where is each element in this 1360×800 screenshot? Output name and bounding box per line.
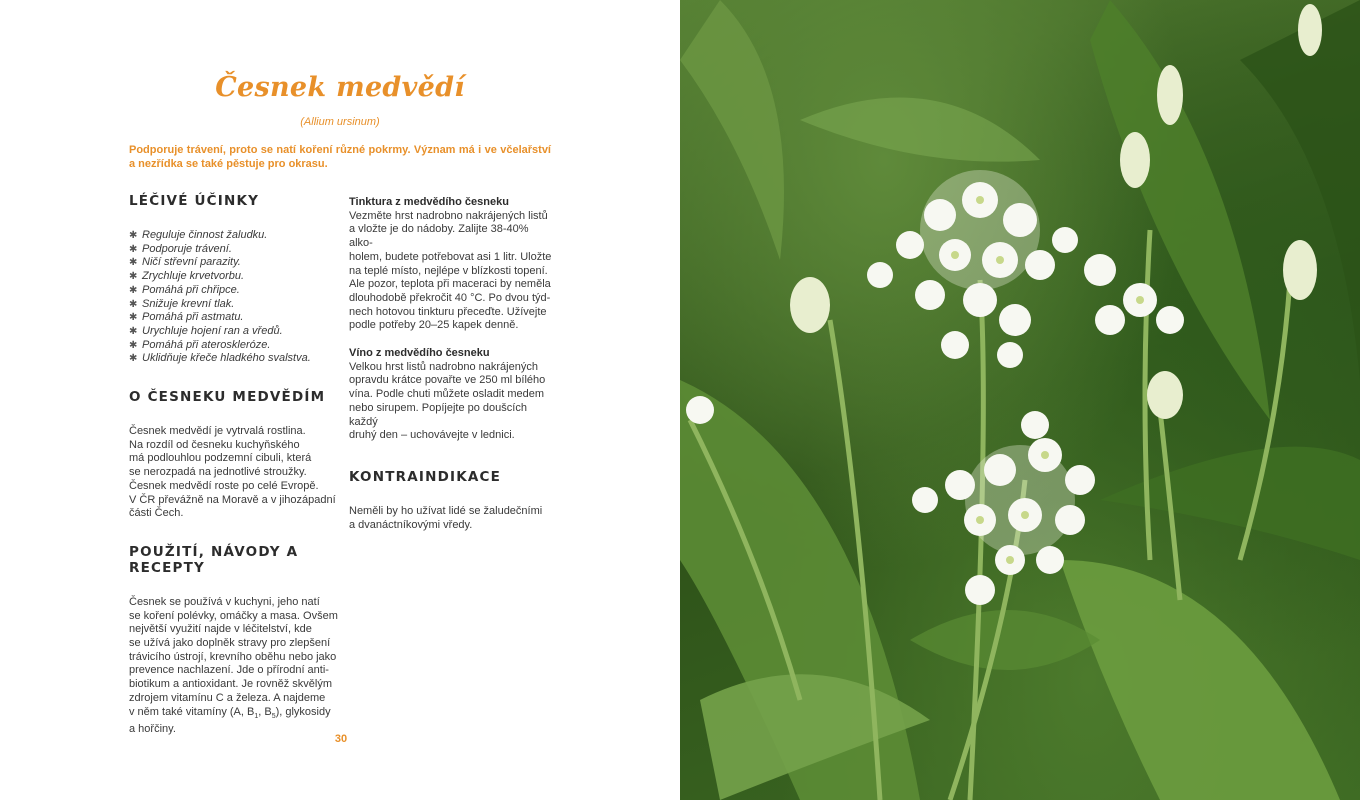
effects-item-text: Snižuje krevní tlak. [142,297,235,310]
effects-list-item [129,284,339,298]
right-column [349,196,554,532]
effects-list-item [129,270,339,284]
contraindications-heading: KONTRAINDIKACE [349,468,502,485]
bullet-asterisk-icon: ✱ [129,325,138,337]
effects-list-item [129,256,339,270]
bullet-asterisk-icon: ✱ [129,243,138,255]
usage-text-part: Česnek se používá v kuchyni, jeho natí se koření polévky, omáčky a masa. Ovšem největší využití najde v léčitelství, kde se užívá jako doplněk stravy pro zlepšení trávicího ústrojí, krevního oběhu nebo jako prevence nachlazení. Jde o přírodní anti- biotikum a antioxidant. Je rovněž skvělým zdrojem vitamínu C a železa. A najdeme v něm také vitamíny (A, B [129,595,338,718]
effects-list-item [129,229,339,243]
effects-list-item [129,339,339,353]
effects-list-item [129,325,339,339]
effects-list-item [129,352,339,366]
left-column [129,193,339,737]
effects-list [129,229,339,366]
bullet-asterisk-icon: ✱ [129,339,138,351]
latin-name: (Allium ursinum) [300,116,380,128]
bullet-asterisk-icon: ✱ [129,353,138,365]
effects-list-item [129,243,339,257]
effects-item-text: Ničí střevní parazity. [142,256,241,269]
photo-illustration [680,0,1360,800]
wine-heading: Víno z medvědího česneku [349,347,490,360]
effects-item-text: Reguluje činnost žaludku. [142,229,268,241]
bullet-asterisk-icon: ✱ [129,271,138,283]
effects-item-text: Zrychluje krvetvorbu. [142,270,245,283]
usage-text-part: , B [258,705,272,718]
effects-item-text: Pomáhá při ateroskleróze. [142,338,271,351]
effects-item-text: Uklidňuje křeče hladkého svalstva. [142,352,311,365]
tincture-heading: Tinktura z medvědího česneku [349,196,509,208]
about-heading: O ČESNEKU MEDVĚDÍM [129,389,326,406]
bullet-asterisk-icon: ✱ [129,257,138,269]
intro-paragraph: Podporuje trávení, proto se natí koření různé pokrmy. Význam má i ve včelařství a nezřídka se také pěstuje pro okrasu. [129,144,551,170]
page-title: Česnek medvědí [215,72,465,103]
bullet-asterisk-icon: ✱ [129,312,138,324]
bullet-asterisk-icon: ✱ [129,298,138,310]
bullet-asterisk-icon: ✱ [129,230,138,241]
usage-text [129,596,339,737]
contraindications-text: Neměli by ho užívat lidé se žaludečními a dvanáctníkovými vředy. [349,504,543,531]
effects-list-item [129,311,339,325]
about-text: Česnek medvědí je vytrvalá rostlina. Na rozdíl od česneku kuchyňského má podlouhlou podzemní cibuli, která se nerozpadá na jednotlivé stroužky. Česnek medvědí roste po celé Evropě. V ČR převážně na Moravě a v jihozápadní části Čech. [129,425,336,520]
usage-subscript: 5 [271,712,276,720]
effects-item-text: Pomáhá při chřipce. [142,283,240,296]
flower-cluster-top [867,170,1184,368]
effects-item-text: Pomáhá při astmatu. [142,311,244,324]
effects-heading: LÉČIVÉ ÚČINKY [129,193,260,209]
leaves [680,0,1360,800]
effects-list-item [129,298,339,312]
usage-subscript: 1 [254,712,259,720]
effects-item-text: Urychluje hojení ran a vředů. [142,324,283,337]
wine-text: Velkou hrst listů nadrobno nakrájených opravdu krátce povařte ve 250 ml bílého vína. Podle chuti můžete osladit medem nebo sirupem. Popíjejte po doušcích každý druhý den – uchovávejte v lednici. [349,360,546,442]
usage-heading: POUŽITÍ, NÁVODY A RECEPTY [129,543,299,576]
bullet-asterisk-icon: ✱ [129,284,138,296]
wild-garlic-photo [680,0,1360,800]
usage-text-part: ), glykosidy a hořčiny. [129,705,331,736]
page-number: 30 [334,733,348,745]
tincture-text: Vezměte hrst nadrobno nakrájených listů a vložte je do nádoby. Zalijte 38-40% alko- holem, budete potřebovat asi 1 litr. Uložte na teplé místo, nejlépe v blízkosti topení. Ale pozor, teplota při maceraci by neměla dlouhodobě překročit 40 °C. Po dvou týd- nech hotovou tinkturu přeceďte. Užívejte podle potřeby 20–25 kapek denně. [349,209,552,332]
effects-item-text: Podporuje trávení. [142,242,232,255]
